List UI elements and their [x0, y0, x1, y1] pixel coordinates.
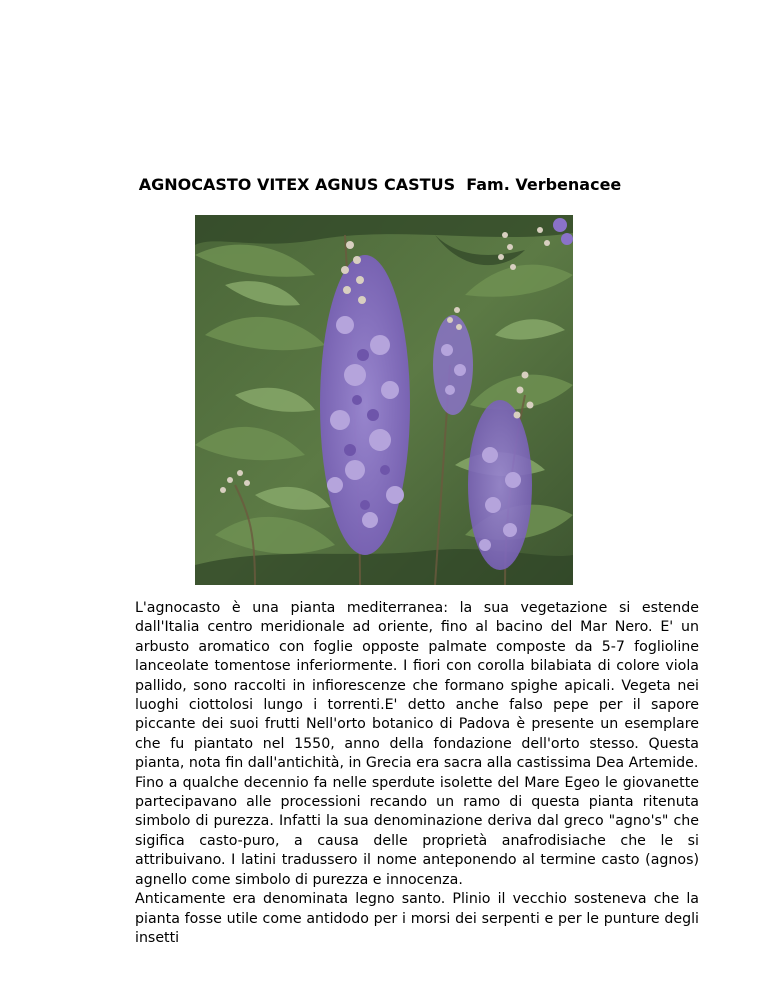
plant-photo-illustration [195, 215, 573, 585]
paragraph: Fino a qualche decennio fa nelle sperdute isolette del Mare Egeo le giovanette partecipavano alle processioni recando un ramo di questa pianta ritenuta simbolo di purezza. Infatti la sua denominazione deriva dal greco "agno's" che sigifica casto-puro, a causa delle proprietà anafrodisiache che le si attribuivano. I latini tradussero il nome anteponendo al termine casto (agnos) agnello come simbolo di purezza e innocenza. [135, 774, 699, 888]
paragraph: Anticamente era denominata legno santo. Plinio il vecchio sosteneva che la pianta fosse utile come antidodo per i morsi dei serpenti e per le punture degli insetti [135, 891, 699, 946]
plant-photo [195, 215, 573, 585]
paragraph: L'agnocasto è una pianta mediterranea: la sua vegetazione si estende dall'Italia centro meridionale ad oriente, fino al bacino del Mar Nero. E' un arbusto aromatico con foglie opposte palmate composte da 5-7 foglioline lanceolate tomentose inferiormente. I fiori con corolla bilabiata di colore viola pallido, sono raccolti in infiorescenze che formano spighe apicali. Vegeta nei luoghi ciottolosi lungo i torrenti.E' detto anche falso pepe per il sapore piccante dei suoi frutti Nell'orto botanico di Padova è presente un esemplare che fu piantato nel 1550, anno della fondazione dell'orto stesso. Questa pianta, nota fin dall'antichità, in Grecia era sacra alla castissima Dea Artemide. [135, 600, 699, 772]
page-title: AGNOCASTO VITEX AGNUS CASTUS Fam. Verbenacee [138, 175, 622, 194]
body-text [135, 599, 699, 948]
